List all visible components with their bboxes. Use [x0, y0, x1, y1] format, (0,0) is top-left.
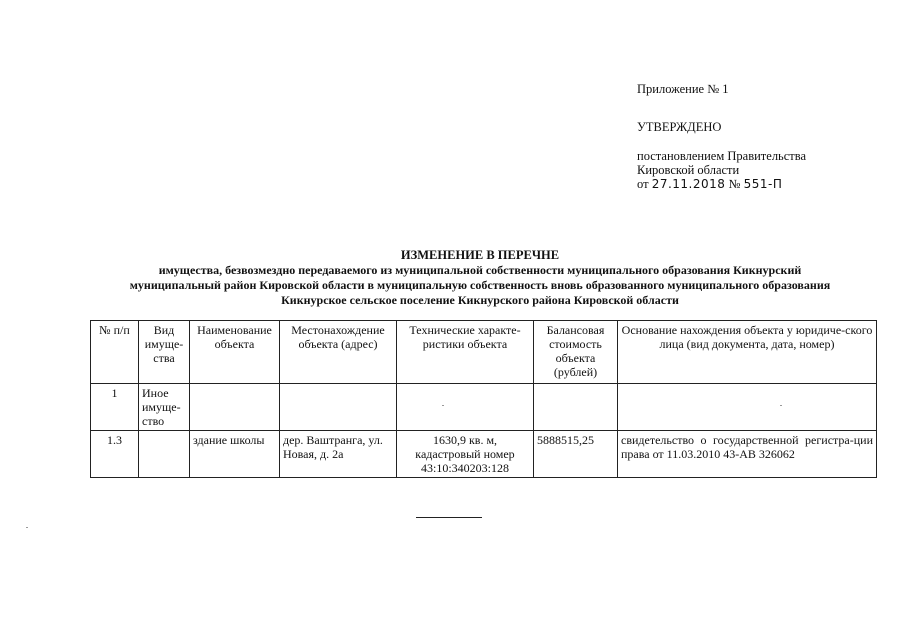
date-prefix: от: [637, 177, 649, 191]
cell-book-value: 5888515,25: [534, 431, 618, 478]
handwritten-number: 551-П: [743, 177, 783, 191]
scan-speck: [26, 527, 28, 528]
property-table: [90, 320, 877, 478]
table-row: [91, 384, 877, 431]
cell-book-value: [534, 384, 618, 431]
cell-technical-specs: 1630,9 кв. м, кадастровый номер 43:10:340203:128: [397, 431, 534, 478]
cell-property-type: Иное имуще-ство: [139, 384, 190, 431]
cell-technical-specs: [397, 384, 534, 431]
decree-line-1: постановлением Правительства: [637, 149, 807, 163]
document-title: ИЗМЕНЕНИЕ В ПЕРЕЧНЕ: [400, 248, 560, 262]
cell-location: дер. Ваштранга, ул. Новая, д. 2а: [280, 431, 397, 478]
number-label: №: [728, 177, 741, 191]
end-of-document-rule: [416, 517, 482, 518]
cell-legal-basis: [618, 384, 877, 431]
cell-object-name: [190, 384, 280, 431]
approved-stamp: УТВЕРЖДЕНО: [637, 120, 722, 134]
scan-speck: [780, 405, 782, 406]
header-technical-specs: Технические характе-ристики объекта: [397, 321, 534, 384]
header-legal-basis: Основание нахождения объекта у юридиче-ского лица (вид документа, дата, номер): [618, 321, 877, 384]
decree-reference: [637, 149, 806, 191]
header-object-name: Наименование объекта: [190, 321, 280, 384]
decree-line-2: Кировской области: [637, 163, 740, 177]
table-row: [91, 431, 877, 478]
header-book-value: Балансовая стоимость объекта (рублей): [534, 321, 618, 384]
header-number: № п/п: [91, 321, 139, 384]
handwritten-date: 27.11.2018: [651, 177, 726, 191]
cell-property-type: [139, 431, 190, 478]
cell-number: 1.3: [91, 431, 139, 478]
subtitle-line-3: Кикнурское сельское поселение Кикнурского района Кировской области: [281, 293, 679, 307]
cell-number: 1: [91, 384, 139, 431]
cell-location: [280, 384, 397, 431]
decree-date-line: [637, 177, 806, 191]
scan-speck: [442, 405, 444, 406]
subtitle-line-2: муниципальный район Кировской области в муниципальную собственность вновь образованного муниципального образования: [129, 278, 831, 292]
cell-object-name: здание школы: [190, 431, 280, 478]
document-title-block: [80, 248, 880, 308]
header-property-type: Вид имуще-ства: [139, 321, 190, 384]
cell-legal-basis: свидетельство о государственной регистра-ции права от 11.03.2010 43-АВ 326062: [618, 431, 877, 478]
table-header-row: [91, 321, 877, 384]
header-location: Местонахождение объекта (адрес): [280, 321, 397, 384]
subtitle-line-1: имущества, безвозмездно передаваемого из муниципальной собственности муниципального образования Кикнурский: [158, 263, 802, 277]
appendix-label: Приложение № 1: [637, 82, 729, 96]
